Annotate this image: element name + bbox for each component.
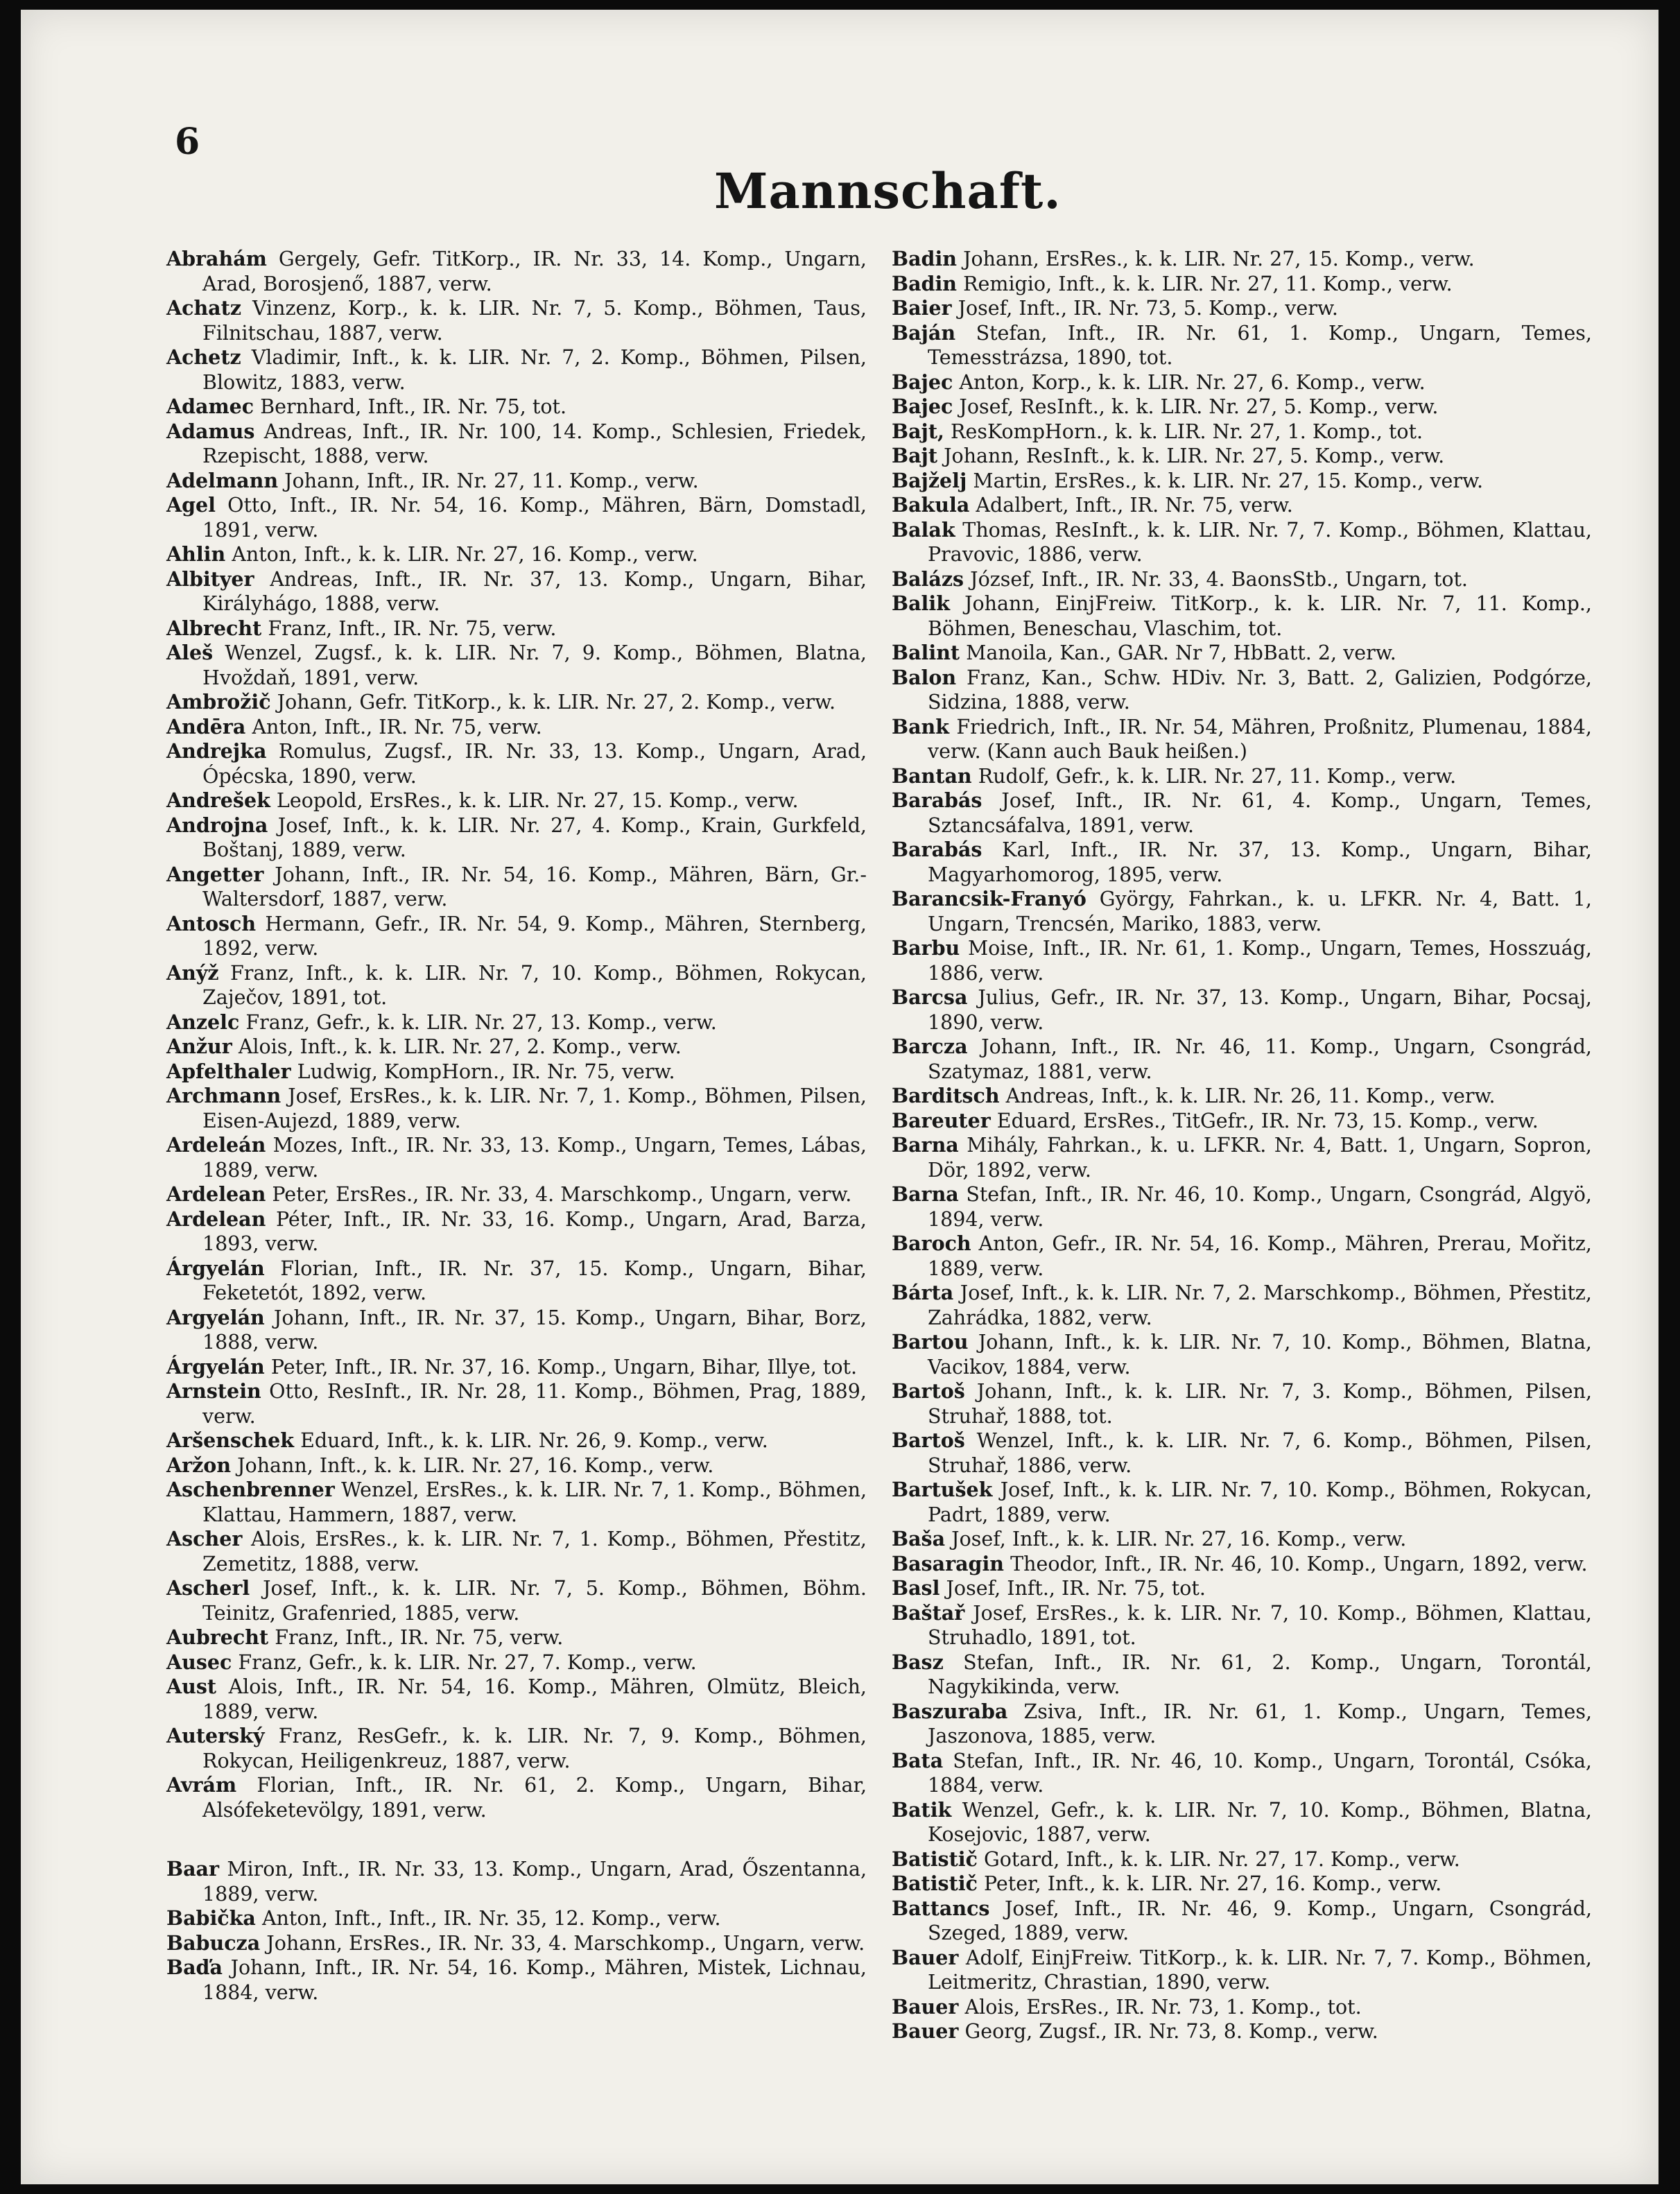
entry-surname: Argyelán: [166, 1305, 265, 1329]
roster-entry: [166, 1355, 867, 1380]
entry-details: Johann, Inft., IR. Nr. 54, 16. Komp., Mähren, Mistek, Lichnau, 1884, verw.: [202, 1956, 867, 2004]
entry-details: Johann, Inft., IR. Nr. 37, 15. Komp., Ungarn, Bihar, Borz, 1888, verw.: [202, 1306, 867, 1354]
entry-surname: Androjna: [166, 813, 268, 837]
entry-details: Miron, Inft., IR. Nr. 33, 13. Komp., Ungarn, Arad, Őszentanna, 1889, verw.: [202, 1858, 867, 1906]
entry-details: Eduard, ErsRes., TitGefr., IR. Nr. 73, 15. Komp., verw.: [990, 1109, 1539, 1132]
entry-details: Stefan, Inft., IR. Nr. 61, 2. Komp., Ungarn, Torontál, Nagykikinda, verw.: [928, 1650, 1592, 1698]
entry-details: Johann, ErsRes., IR. Nr. 33, 4. Marschkomp., Ungarn, verw.: [260, 1931, 865, 1955]
entry-details: Anton, Inft., k. k. LIR. Nr. 27, 16. Komp., verw.: [225, 543, 698, 566]
roster-entry: [166, 1576, 867, 1625]
roster-entry: [892, 1576, 1592, 1601]
entry-surname: Auterský: [166, 1724, 265, 1747]
entry-details: Vladimir, Inft., k. k. LIR. Nr. 7, 2. Komp., Böhmen, Pilsen, Blowitz, 1883, verw.: [202, 346, 867, 394]
entry-surname: Aleš: [166, 641, 214, 664]
entry-details: György, Fahrkan., k. u. LFKR. Nr. 4, Batt. 1, Ungarn, Trencsén, Mariko, 1883, verw.: [928, 888, 1592, 935]
roster-entry: [892, 591, 1592, 641]
entry-details: Moise, Inft., IR. Nr. 61, 1. Komp., Ungarn, Temes, Hosszuág, 1886, verw.: [928, 937, 1592, 985]
entry-details: Franz, Inft., IR. Nr. 75, verw.: [268, 1626, 564, 1649]
entry-surname: Barna: [892, 1182, 959, 1206]
roster-entry: [892, 1232, 1592, 1281]
entry-details: Mihály, Fahrkan., k. u. LFKR. Nr. 4, Batt. 1, Ungarn, Sopron, Dör, 1892, verw.: [928, 1134, 1592, 1182]
entry-surname: Árgyelán: [166, 1256, 265, 1280]
entry-surname: Baďa: [166, 1955, 223, 1979]
entry-surname: Baier: [892, 296, 952, 320]
roster-entry: [166, 863, 867, 912]
entry-surname: Ahlin: [166, 542, 226, 566]
entry-details: Leopold, ErsRes., k. k. LIR. Nr. 27, 15. Komp., verw.: [270, 789, 799, 812]
entry-surname: Bank: [892, 714, 950, 738]
entry-details: Johann, ErsRes., k. k. LIR. Nr. 27, 15. Komp., verw.: [957, 248, 1475, 270]
roster-entry: [166, 1857, 867, 1906]
entry-surname: Batik: [892, 1797, 952, 1822]
entry-details: Stefan, Inft., IR. Nr. 46, 10. Komp., Ungarn, Torontál, Csóka, 1884, verw.: [928, 1749, 1592, 1797]
entry-surname: Barabás: [892, 838, 982, 861]
entry-details: Manoila, Kan., GAR. Nr 7, HbBatt. 2, verw.: [960, 641, 1396, 664]
entry-surname: Albityer: [166, 567, 254, 591]
entry-details: Stefan, Inft., IR. Nr. 61, 1. Komp., Ungarn, Temes, Temesstrázsa, 1890, tot.: [928, 321, 1592, 369]
entry-surname: Antosch: [166, 911, 257, 935]
entry-surname: Badin: [892, 271, 958, 295]
roster-entry: [892, 788, 1592, 838]
roster-entry: [892, 1084, 1592, 1109]
roster-entry: [166, 542, 867, 567]
roster-entry: [166, 1084, 867, 1133]
roster-entry: [166, 788, 867, 813]
entry-surname: Basz: [892, 1650, 944, 1674]
entry-surname: Bajželj: [892, 468, 967, 492]
entry-surname: Aršenschek: [166, 1428, 295, 1452]
entry-details: Johann, Inft., k. k. LIR. Nr. 27, 16. Komp., verw.: [231, 1453, 714, 1477]
roster-entry: [166, 1625, 867, 1650]
entry-details: Peter, Inft., k. k. LIR. Nr. 27, 16. Komp., verw.: [977, 1872, 1442, 1895]
entry-details: Wenzel, Zugsf., k. k. LIR. Nr. 7, 9. Komp., Böhmen, Blatna, Hvoždaň, 1891, verw.: [202, 641, 867, 689]
entry-details: Wenzel, Inft., k. k. LIR. Nr. 7, 6. Komp., Böhmen, Pilsen, Struhař, 1886, verw.: [928, 1429, 1592, 1477]
entry-details: Mozes, Inft., IR. Nr. 33, 13. Komp., Ungarn, Temes, Lábas, 1889, verw.: [202, 1134, 867, 1182]
entry-details: Johann, EinjFreiw. TitKorp., k. k. LIR. Nr. 7, 11. Komp., Böhmen, Beneschau, Vlaschim, tot.: [928, 592, 1592, 640]
entry-surname: Bajec: [892, 395, 953, 418]
entry-surname: Barancsik-Franyó: [892, 887, 1086, 910]
entry-surname: Bauer: [892, 2019, 959, 2043]
entry-surname: Andrešek: [166, 788, 270, 812]
entry-surname: Basl: [892, 1576, 940, 1600]
entry-details: Franz, ResGefr., k. k. LIR. Nr. 7, 9. Komp., Böhmen, Rokycan, Heiligenkreuz, 1887, verw.: [202, 1725, 867, 1772]
entry-surname: Balint: [892, 641, 960, 664]
entry-details: Friedrich, Inft., IR. Nr. 54, Mähren, Proßnitz, Plumenau, 1884, verw. (Kann auch Bauk heißen.): [928, 715, 1592, 763]
roster-entry: [892, 1379, 1592, 1428]
entry-surname: Babucza: [166, 1930, 261, 1955]
roster-entry: [892, 469, 1592, 494]
entry-details: Johann, Gefr. TitKorp., k. k. LIR. Nr. 27, 2. Komp., verw.: [270, 691, 836, 714]
entry-surname: Ardelean: [166, 1207, 266, 1231]
entry-details: Josef, Inft., k. k. LIR. Nr. 7, 2. Marschkomp., Böhmen, Přestitz, Zahrádka, 1882, verw.: [928, 1281, 1592, 1329]
entry-surname: Árgyelán: [166, 1354, 265, 1379]
entry-surname: Bauer: [892, 1994, 959, 2019]
entry-details: Johann, Inft., k. k. LIR. Nr. 7, 3. Komp., Böhmen, Pilsen, Struhař, 1888, tot.: [928, 1380, 1592, 1428]
entry-details: Ludwig, KompHorn., IR. Nr. 75, verw.: [291, 1060, 675, 1083]
roster-entry: [166, 616, 867, 641]
entry-details: Theodor, Inft., IR. Nr. 46, 10. Komp., Ungarn, 1892, verw.: [1004, 1552, 1588, 1575]
entry-details: Franz, Inft., k. k. LIR. Nr. 7, 10. Komp., Böhmen, Rokycan, Zaječov, 1891, tot.: [202, 961, 867, 1009]
entry-surname: Balik: [892, 591, 950, 615]
entry-surname: Aust: [166, 1675, 217, 1698]
entry-surname: Balak: [892, 517, 955, 542]
entry-surname: Ardelean: [166, 1182, 266, 1206]
entry-surname: Barabás: [892, 788, 982, 812]
entry-details: Zsiva, Inft., IR. Nr. 61, 1. Komp., Ungarn, Temes, Jaszonova, 1885, verw.: [928, 1700, 1592, 1747]
entry-details: Florian, Inft., IR. Nr. 37, 15. Komp., Ungarn, Bihar, Feketetót, 1892, verw.: [202, 1256, 867, 1304]
entry-details: Johann, Inft., k. k. LIR. Nr. 7, 10. Komp., Böhmen, Blatna, Vacikov, 1884, verw.: [928, 1331, 1592, 1379]
roster-entry: [166, 1060, 867, 1085]
entry-details: Johann, Inft., IR. Nr. 54, 16. Komp., Mähren, Bärn, Gr.-Waltersdorf, 1887, verw.: [202, 863, 867, 910]
roster-entry: [892, 1330, 1592, 1379]
entry-surname: Achetz: [166, 345, 241, 369]
entry-details: Gotard, Inft., k. k. LIR. Nr. 27, 17. Komp., verw.: [977, 1847, 1460, 1871]
entry-surname: Bata: [892, 1748, 944, 1772]
roster-entry: [892, 272, 1592, 297]
roster-entry: [892, 1650, 1592, 1700]
entry-details: Stefan, Inft., IR. Nr. 46, 10. Komp., Ungarn, Csongrád, Algyö, 1894, verw.: [928, 1183, 1592, 1231]
roster-entry: [166, 1428, 867, 1453]
entry-details: Georg, Zugsf., IR. Nr. 73, 8. Komp., verw.: [958, 2020, 1378, 2043]
entry-details: Anton, Inft., IR. Nr. 75, verw.: [245, 715, 542, 738]
entry-details: Josef, Inft., IR. Nr. 75, tot.: [939, 1577, 1206, 1600]
roster-entry: [892, 518, 1592, 567]
entry-details: Andreas, Inft., k. k. LIR. Nr. 26, 11. Komp., verw.: [999, 1085, 1496, 1107]
entry-surname: Babička: [166, 1906, 256, 1930]
page-number: 6: [175, 121, 200, 163]
roster-entry: [166, 1207, 867, 1256]
entry-surname: Anžur: [166, 1035, 232, 1058]
entry-details: Johann, ResInft., k. k. LIR. Nr. 27, 5. Komp., verw.: [937, 444, 1445, 467]
roster-entry: [892, 1700, 1592, 1749]
entry-surname: Batistič: [892, 1872, 978, 1895]
roster-entry: [892, 1749, 1592, 1798]
roster-entry: [892, 1798, 1592, 1847]
roster-entry: [892, 444, 1592, 469]
entry-details: Andreas, Inft., IR. Nr. 37, 13. Komp., Ungarn, Bihar, Királyhágo, 1888, verw.: [202, 567, 867, 615]
entry-details: Josef, Inft., k. k. LIR. Nr. 7, 5. Komp., Böhmen, Böhm. Teinitz, Grafenried, 1885, verw.: [202, 1577, 867, 1625]
roster-entry: [166, 1010, 867, 1035]
entry-surname: Ambrožič: [166, 690, 271, 714]
roster-entry: [892, 666, 1592, 715]
entry-surname: Aschenbrenner: [166, 1478, 335, 1501]
entry-details: Josef, Inft., k. k. LIR. Nr. 7, 10. Komp., Böhmen, Rokycan, Padrt, 1889, verw.: [928, 1478, 1592, 1526]
roster-entry: [892, 1552, 1592, 1577]
roster-entry: [166, 912, 867, 961]
entry-surname: Bajec: [892, 370, 953, 394]
column-right: [892, 247, 1592, 2044]
entry-surname: Barbu: [892, 936, 960, 960]
roster-entry: [166, 469, 867, 494]
entry-surname: Ausec: [166, 1650, 232, 1674]
entry-surname: Basaragin: [892, 1551, 1005, 1575]
entry-details: Anton, Gefr., IR. Nr. 54, 16. Komp., Mähren, Prerau, Mořitz, 1889, verw.: [928, 1232, 1592, 1280]
roster-entry: [166, 1379, 867, 1428]
roster-entry: [892, 395, 1592, 420]
entry-surname: Baštař: [892, 1600, 965, 1625]
roster-entry: [892, 1478, 1592, 1527]
roster-entry: [892, 1133, 1592, 1182]
entry-surname: Archmann: [166, 1084, 282, 1107]
roster-entry: [166, 641, 867, 690]
entry-details: Johann, Inft., IR. Nr. 27, 11. Komp., verw.: [278, 469, 699, 492]
entry-surname: Bajt,: [892, 419, 944, 443]
roster-entry: [166, 1675, 867, 1724]
roster-entry: [166, 1256, 867, 1306]
roster-entry: [166, 1035, 867, 1060]
entry-details: Adalbert, Inft., IR. Nr. 75, verw.: [969, 494, 1293, 517]
roster-entry: [892, 1035, 1592, 1084]
roster-entry: [892, 1897, 1592, 1946]
entry-surname: Arnstein: [166, 1379, 261, 1403]
entry-details: Wenzel, Gefr., k. k. LIR. Nr. 7, 10. Komp., Böhmen, Blatna, Kosejovic, 1887, verw.: [928, 1798, 1592, 1846]
document-page: [21, 10, 1659, 2184]
entry-details: Alois, Inft., k. k. LIR. Nr. 27, 2. Komp., verw.: [232, 1035, 682, 1058]
entry-surname: Bareuter: [892, 1108, 991, 1132]
roster-entry: [166, 1527, 867, 1576]
entry-details: Josef, ErsRes., k. k. LIR. Nr. 7, 10. Komp., Böhmen, Klattau, Struhadlo, 1891, tot.: [928, 1601, 1592, 1649]
roster-entry: [892, 764, 1592, 789]
entry-surname: Adelmann: [166, 468, 279, 492]
entry-surname: Badin: [892, 247, 958, 270]
roster-entry: [892, 641, 1592, 666]
entry-surname: Baša: [892, 1527, 946, 1551]
roster-entry: [166, 961, 867, 1010]
roster-entry: [166, 247, 867, 296]
entry-details: ResKompHorn., k. k. LIR. Nr. 27, 1. Komp., tot.: [944, 420, 1423, 443]
entry-surname: Ascherl: [166, 1576, 250, 1600]
roster-entry: [166, 1955, 867, 2005]
roster-entry: [892, 2019, 1592, 2044]
entry-details: Josef, Inft., IR. Nr. 73, 5. Komp., verw.: [951, 297, 1338, 320]
roster-entry: [166, 739, 867, 788]
entry-details: Anton, Korp., k. k. LIR. Nr. 27, 6. Komp., verw.: [953, 370, 1426, 394]
entry-details: Josef, Inft., k. k. LIR. Nr. 27, 16. Komp., verw.: [945, 1528, 1407, 1551]
entry-surname: Baján: [892, 320, 956, 345]
entry-surname: Barditsch: [892, 1084, 1000, 1107]
entry-surname: Andrejka: [166, 739, 267, 763]
entry-surname: Ardeleán: [166, 1133, 266, 1157]
entry-surname: Aržon: [166, 1453, 232, 1477]
roster-entry: [892, 1946, 1592, 1995]
entry-details: Josef, ErsRes., k. k. LIR. Nr. 7, 1. Komp., Böhmen, Pilsen, Eisen-Aujezd, 1889, verw.: [202, 1085, 867, 1132]
entry-details: Gergely, Gefr. TitKorp., IR. Nr. 33, 14. Komp., Ungarn, Arad, Borosjenő, 1887, verw.: [202, 248, 867, 295]
entry-surname: Apfelthaler: [166, 1059, 291, 1083]
roster-entry: [892, 321, 1592, 370]
entry-surname: Ascher: [166, 1527, 243, 1551]
entry-surname: Anzelc: [166, 1010, 240, 1034]
roster-entry: [166, 690, 867, 715]
entry-surname: Agel: [166, 493, 216, 517]
entry-details: Romulus, Zugsf., IR. Nr. 33, 13. Komp., Ungarn, Arad, Ópécska, 1890, verw.: [202, 740, 867, 788]
entry-details: Eduard, Inft., k. k. LIR. Nr. 26, 9. Komp., verw.: [294, 1429, 768, 1452]
entry-surname: Angetter: [166, 862, 264, 886]
entry-surname: Adamec: [166, 395, 254, 418]
roster-entry: [892, 1601, 1592, 1650]
entry-details: Anton, Inft., Inft., IR. Nr. 35, 12. Komp., verw.: [255, 1907, 721, 1930]
entry-surname: Bárta: [892, 1281, 954, 1304]
entry-surname: Anýž: [166, 960, 219, 985]
entry-details: Josef, ResInft., k. k. LIR. Nr. 27, 5. Komp., verw.: [953, 395, 1439, 418]
roster-entry: [892, 1872, 1592, 1897]
entry-surname: Albrecht: [166, 616, 262, 640]
entry-surname: Balon: [892, 665, 957, 689]
entry-details: Vinzenz, Korp., k. k. LIR. Nr. 7, 5. Komp., Böhmen, Taus, Filnitschau, 1887, verw.: [202, 297, 867, 345]
roster-entry: [892, 1847, 1592, 1872]
entry-details: Josef, Inft., IR. Nr. 46, 9. Komp., Ungarn, Csongrád, Szeged, 1889, verw.: [928, 1897, 1592, 1944]
roster-entry: [166, 1906, 867, 1931]
roster-entry: [892, 420, 1592, 444]
roster-entry: [166, 715, 867, 740]
roster-entry: [892, 493, 1592, 518]
entry-details: Johann, Inft., IR. Nr. 46, 11. Komp., Ungarn, Csongrád, Szatymaz, 1881, verw.: [928, 1035, 1592, 1083]
roster-entry: [892, 838, 1592, 887]
roster-entry: [166, 567, 867, 616]
entry-surname: Abrahám: [166, 247, 267, 270]
roster-entry: [892, 715, 1592, 764]
roster-entry: [892, 296, 1592, 321]
entry-surname: Baszuraba: [892, 1699, 1008, 1723]
entry-surname: Batistič: [892, 1847, 978, 1871]
roster-entry: [166, 1724, 867, 1773]
entry-details: József, Inft., IR. Nr. 33, 4. BaonsStb., Ungarn, tot.: [964, 567, 1468, 591]
entry-surname: Bakula: [892, 493, 970, 517]
section-gap: [166, 1822, 867, 1857]
entry-surname: Avrám: [166, 1773, 237, 1797]
entry-details: Bernhard, Inft., IR. Nr. 75, tot.: [254, 395, 567, 418]
roster-entry: [166, 1133, 867, 1182]
entry-surname: Andēra: [166, 714, 246, 738]
page-title: Mannschaft.: [714, 162, 1062, 220]
roster-entry: [892, 1109, 1592, 1134]
entry-surname: Bartoš: [892, 1379, 965, 1403]
entry-details: Josef, Inft., k. k. LIR. Nr. 27, 4. Komp., Krain, Gurkfeld, Boštanj, 1889, verw.: [202, 813, 867, 861]
entry-details: Josef, Inft., IR. Nr. 61, 4. Komp., Ungarn, Temes, Sztancsáfalva, 1891, verw.: [928, 789, 1592, 837]
entry-details: Martin, ErsRes., k. k. LIR. Nr. 27, 15. Komp., verw.: [967, 469, 1484, 492]
entry-surname: Baroch: [892, 1232, 971, 1255]
roster-entry: [892, 887, 1592, 936]
entry-details: Rudolf, Gefr., k. k. LIR. Nr. 27, 11. Komp., verw.: [971, 764, 1457, 788]
entry-surname: Bartoš: [892, 1428, 965, 1452]
entry-details: Otto, Inft., IR. Nr. 54, 16. Komp., Mähren, Bärn, Domstadl, 1891, verw.: [202, 494, 867, 542]
entry-details: Wenzel, ErsRes., k. k. LIR. Nr. 7, 1. Komp., Böhmen, Klattau, Hammern, 1887, verw.: [202, 1478, 867, 1526]
entry-surname: Baar: [166, 1857, 220, 1881]
entry-details: Alois, ErsRes., IR. Nr. 73, 1. Komp., tot.: [958, 1995, 1362, 2019]
entry-surname: Aubrecht: [166, 1625, 269, 1649]
roster-entry: [892, 567, 1592, 592]
roster-entry: [892, 1428, 1592, 1478]
entry-details: Florian, Inft., IR. Nr. 61, 2. Komp., Ungarn, Bihar, Alsófeketevölgy, 1891, verw.: [202, 1774, 867, 1822]
entry-details: Andreas, Inft., IR. Nr. 100, 14. Komp., Schlesien, Friedek, Rzepischt, 1888, verw.: [202, 420, 867, 467]
roster-entry: [892, 1281, 1592, 1330]
roster-entry: [166, 420, 867, 469]
entry-details: Franz, Inft., IR. Nr. 75, verw.: [261, 616, 557, 640]
roster-entry: [166, 1478, 867, 1527]
entry-details: Alois, ErsRes., k. k. LIR. Nr. 7, 1. Komp., Böhmen, Přestitz, Zemetitz, 1888, verw.: [202, 1528, 867, 1575]
roster-entry: [166, 1182, 867, 1207]
entry-surname: Bajt: [892, 444, 938, 467]
roster-entry: [166, 1931, 867, 1956]
entry-surname: Achatz: [166, 296, 242, 320]
roster-entry: [166, 813, 867, 863]
entry-details: Franz, Kan., Schw. HDiv. Nr. 3, Batt. 2, Galizien, Podgórze, Sidzina, 1888, verw.: [928, 666, 1592, 714]
entry-surname: Bartušek: [892, 1478, 993, 1501]
roster-entry: [892, 247, 1592, 272]
entry-surname: Bauer: [892, 1945, 959, 1969]
roster-entry: [166, 395, 867, 420]
roster-entry: [892, 1527, 1592, 1552]
roster-entry: [166, 493, 867, 542]
roster-entry: [892, 985, 1592, 1035]
entry-surname: Battancs: [892, 1896, 990, 1920]
entry-details: Hermann, Gefr., IR. Nr. 54, 9. Komp., Mähren, Sternberg, 1892, verw.: [202, 912, 867, 960]
entry-details: Karl, Inft., IR. Nr. 37, 13. Komp., Ungarn, Bihar, Magyarhomorog, 1895, verw.: [928, 838, 1592, 886]
entry-details: Otto, ResInft., IR. Nr. 28, 11. Komp., Böhmen, Prag, 1889, verw.: [202, 1380, 867, 1428]
roster-entry: [892, 1995, 1592, 2020]
entry-details: Péter, Inft., IR. Nr. 33, 16. Komp., Ungarn, Arad, Barza, 1893, verw.: [202, 1207, 867, 1255]
entry-details: Peter, Inft., IR. Nr. 37, 16. Komp., Ungarn, Bihar, Illye, tot.: [264, 1355, 858, 1379]
roster-entry: [892, 1182, 1592, 1232]
roster-entry: [166, 1453, 867, 1478]
column-left: [166, 247, 867, 2005]
entry-surname: Adamus: [166, 419, 255, 443]
roster-entry: [166, 1650, 867, 1675]
entry-details: Julius, Gefr., IR. Nr. 37, 13. Komp., Ungarn, Bihar, Pocsaj, 1890, verw.: [928, 986, 1592, 1034]
entry-details: Thomas, ResInft., k. k. LIR. Nr. 7, 7. Komp., Böhmen, Klattau, Pravovic, 1886, verw.: [928, 518, 1592, 566]
entry-details: Franz, Gefr., k. k. LIR. Nr. 27, 7. Komp., verw.: [232, 1650, 697, 1674]
roster-entry: [166, 345, 867, 395]
entry-surname: Bartou: [892, 1330, 969, 1354]
entry-details: Peter, ErsRes., IR. Nr. 33, 4. Marschkomp., Ungarn, verw.: [266, 1183, 852, 1206]
entry-surname: Balázs: [892, 567, 964, 591]
roster-entry: [166, 1306, 867, 1355]
roster-entry: [166, 1773, 867, 1822]
roster-entry: [892, 370, 1592, 395]
entry-surname: Barcsa: [892, 985, 968, 1009]
entry-surname: Bantan: [892, 763, 972, 788]
entry-details: Remigio, Inft., k. k. LIR. Nr. 27, 11. Komp., verw.: [957, 272, 1453, 295]
roster-entry: [166, 296, 867, 345]
entry-details: Adolf, EinjFreiw. TitKorp., k. k. LIR. Nr. 7, 7. Komp., Böhmen, Leitmeritz, Chrastian, 1890, verw.: [928, 1946, 1592, 1994]
roster-entry: [892, 936, 1592, 985]
entry-details: Franz, Gefr., k. k. LIR. Nr. 27, 13. Komp., verw.: [239, 1010, 717, 1034]
entry-details: Alois, Inft., IR. Nr. 54, 16. Komp., Mähren, Olmütz, Bleich, 1889, verw.: [202, 1675, 867, 1723]
entry-surname: Barcza: [892, 1035, 968, 1058]
entry-surname: Barna: [892, 1133, 959, 1157]
